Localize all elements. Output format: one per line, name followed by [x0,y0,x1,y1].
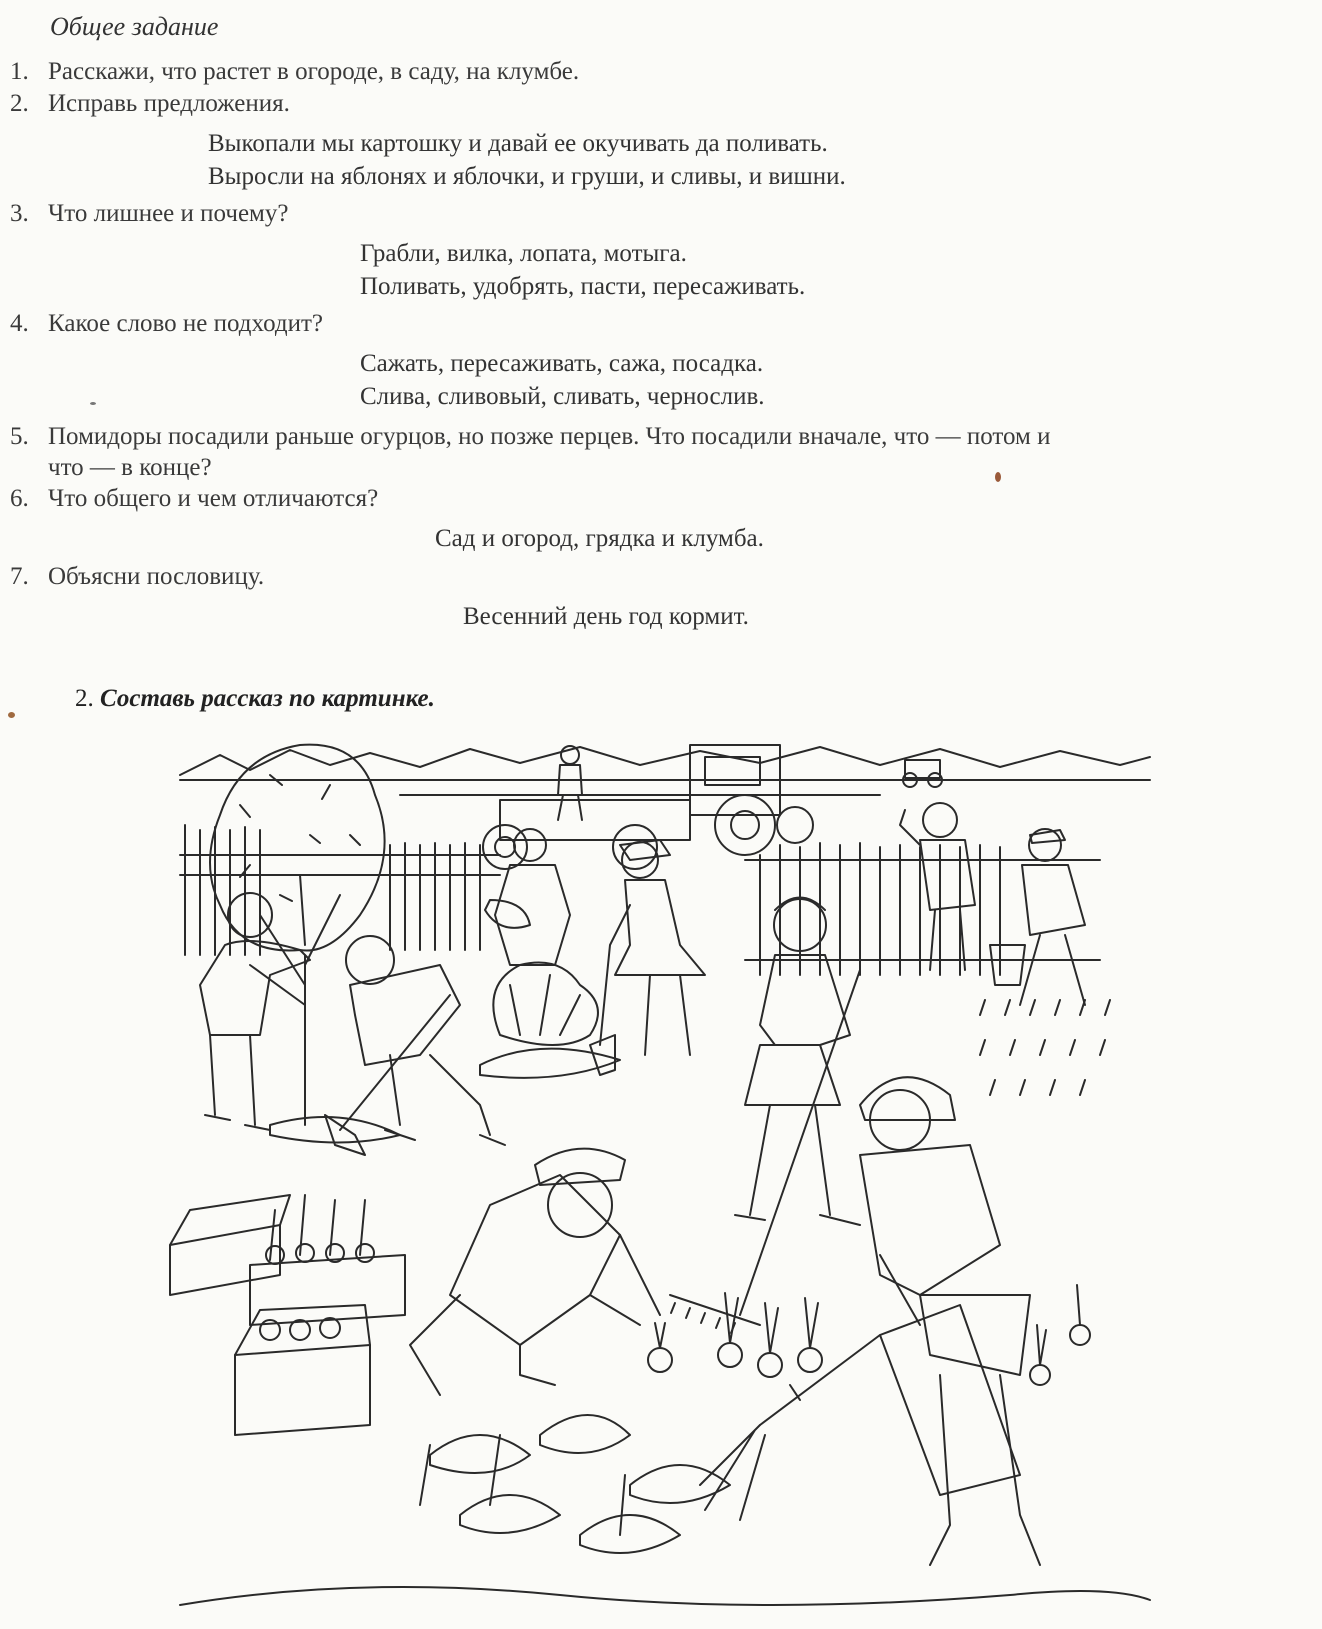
tree-icon [210,745,385,1125]
seedling-rows-icon [980,1000,1110,1095]
scan-speck [8,712,15,718]
task-number: 2. [10,90,29,117]
task-text: Какое слово не подходит? [48,310,323,337]
task-number: 5. [10,423,29,450]
task-3 [10,200,288,228]
task-text: Что общего и чем отличаются? [48,485,379,512]
section-2-heading [75,685,435,713]
task-6 [10,485,378,513]
task-4 [10,310,323,338]
task-7 [10,563,264,591]
girl-with-rake-icon [670,898,860,1334]
task-number: 4. [10,310,29,337]
task-3-sentence-1: Грабли, вилка, лопата, мотыга. [360,240,687,267]
task-number: 1. [10,58,29,85]
task-text: Что лишнее и почему? [48,200,289,227]
hills [180,747,1150,775]
boy-with-tree-icon [200,893,310,1130]
girl-with-spade-icon [590,840,705,1075]
task-4-sentence-2: Слива, сливовый, сливать, чернослив. [360,383,765,410]
task-2-sentence-2: Выросли на яблонях и яблочки, и груши, и сливы, и вишни. [208,163,846,190]
section-title: Составь рассказ по картинке. [100,685,435,712]
task-2-sentence-1: Выкопали мы картошку и давай ее окучивать да поливать. [208,130,828,157]
watering-can-icon [700,1305,1020,1520]
garden-bed-outline [180,1587,1150,1605]
task-3-sentence-2: Поливать, удобрять, пасти, пересаживать. [360,273,806,300]
scan-speck [995,472,1001,482]
task-4-sentence-1: Сажать, пересаживать, сажа, посадка. [360,350,764,377]
boy-with-shovel-icon [325,936,505,1155]
task-2 [10,90,290,118]
task-text: Помидоры посадили раньше огурцов, но позже перцев. Что посадили вначале, что — потом и [48,423,1051,450]
task-text: Расскажи, что растет в огороде, в саду, на клумбе. [48,58,580,85]
crate-with-onions-icon [250,1195,405,1325]
task-5-continuation: что — в конце? [48,454,212,481]
man-with-bucket-icon [990,829,1085,1005]
squash-plants-icon [420,1415,730,1553]
task-6-sentence-1: Сад и огород, грядка и клумба. [435,525,764,552]
task-text: Объясни пословицу. [48,563,265,590]
onion-row-icon [718,1285,1090,1385]
task-5 [10,423,1050,451]
task-number: 6. [10,485,29,512]
task-number: 3. [10,200,29,227]
tractor-icon [903,760,942,787]
general-task-heading: Общее задание [50,12,219,41]
boy-planting-icon [410,1149,672,1395]
task-7-proverb: Весенний день год кормит. [463,603,749,630]
task-1 [10,58,579,86]
section-number: 2. [75,685,94,712]
person-on-truck-icon [558,746,582,820]
task-text: Исправь предложения. [48,90,290,117]
scan-speck [90,402,96,405]
bush-icon [480,963,620,1078]
boy-with-hammer-icon [900,803,975,970]
task-number: 7. [10,563,29,590]
garden-illustration [160,735,1160,1615]
